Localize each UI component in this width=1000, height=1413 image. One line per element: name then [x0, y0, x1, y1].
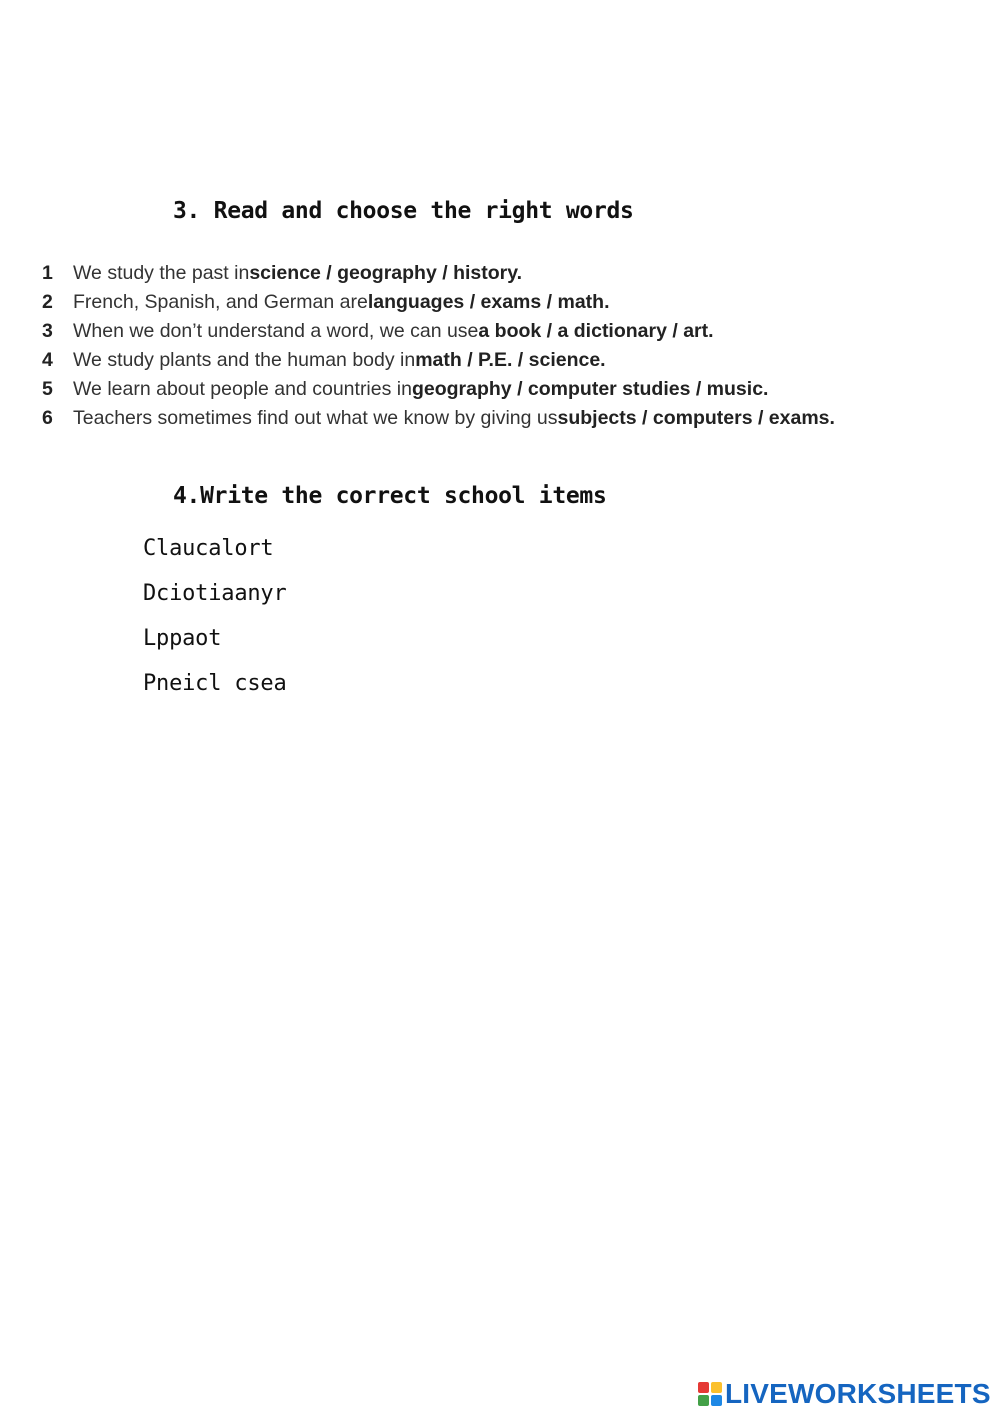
question-options[interactable]: subjects / computers / exams. [557, 407, 835, 429]
question-options[interactable]: a book / a dictionary / art. [478, 320, 714, 342]
exercise-3-question-list [42, 262, 992, 436]
question-text: When we don’t understand a word, we can use [73, 320, 479, 342]
question-row [42, 262, 992, 291]
question-number: 1 [42, 262, 53, 284]
question-row [42, 407, 992, 436]
question-number: 2 [42, 291, 53, 313]
brand-name: LIVEWORKSHEETS [725, 1378, 991, 1409]
question-number: 6 [42, 407, 53, 429]
question-options[interactable]: math / P.E. / science. [415, 349, 606, 371]
liveworksheets-logo[interactable] [698, 1378, 991, 1410]
scrambled-item: Dciotiaanyr [143, 581, 287, 606]
question-text: We study the past in [73, 262, 250, 284]
exercise-3-heading: 3. Read and choose the right words [173, 198, 634, 224]
logo-cell [698, 1395, 709, 1406]
question-number: 4 [42, 349, 53, 371]
question-text: French, Spanish, and German are [73, 291, 368, 313]
question-number: 3 [42, 320, 53, 342]
question-text: We study plants and the human body in [73, 349, 416, 371]
logo-cell [711, 1382, 722, 1393]
scrambled-item: Pneicl csea [143, 671, 287, 696]
logo-cell [698, 1382, 709, 1393]
exercise-4-heading: 4.Write the correct school items [173, 483, 607, 509]
scrambled-item: Claucalort [143, 536, 274, 561]
question-options[interactable]: languages / exams / math. [367, 291, 610, 313]
question-row [42, 291, 992, 320]
question-number: 5 [42, 378, 53, 400]
question-row [42, 349, 992, 378]
scrambled-items-list [143, 536, 287, 716]
question-row [42, 320, 992, 349]
question-row [42, 378, 992, 407]
question-text: We learn about people and countries in [73, 378, 412, 400]
question-options[interactable]: science / geography / history. [249, 262, 523, 284]
question-options[interactable]: geography / computer studies / music. [411, 378, 769, 400]
logo-cell [711, 1395, 722, 1406]
scrambled-item: Lppaot [143, 626, 222, 651]
question-text: Teachers sometimes find out what we know by giving us [73, 407, 558, 429]
logo-grid-icon [698, 1382, 722, 1406]
